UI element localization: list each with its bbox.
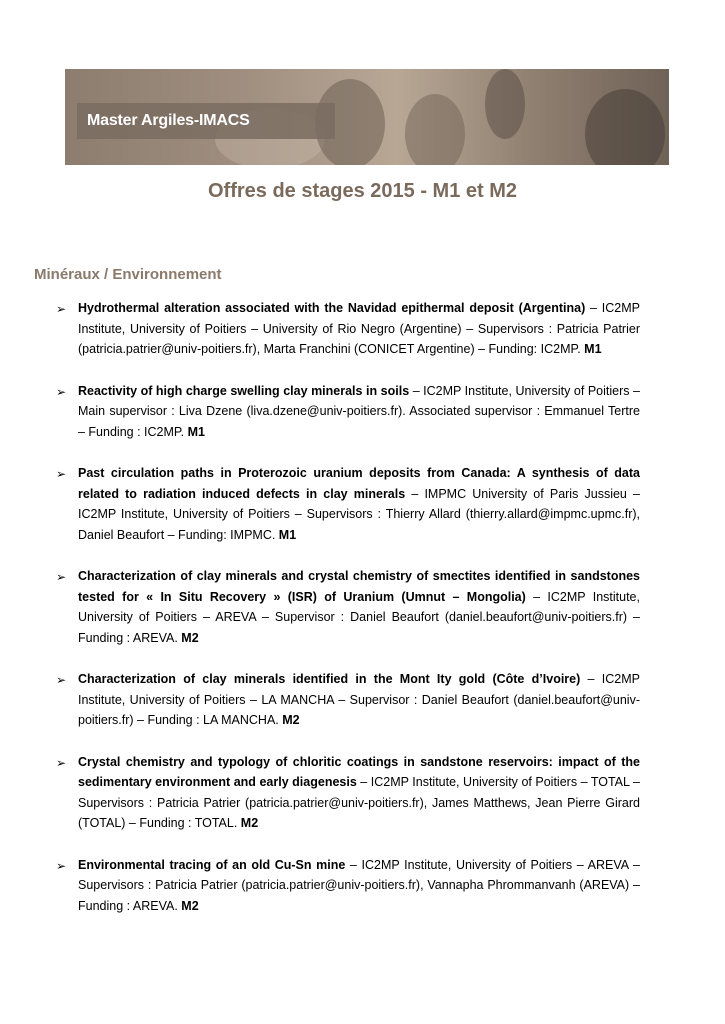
arrow-bullet-icon: ➢ bbox=[56, 673, 67, 687]
banner-photo-detail bbox=[405, 94, 465, 165]
offer-details: – IC2MP Institute, University of Poitiers – Main supervisor : Liva Dzene (liva.dzene@univ-poitiers.fr). Associated supervisor : Emmanuel Tertre – Funding : IC2MP. bbox=[78, 383, 640, 439]
banner-photo-detail bbox=[485, 69, 525, 139]
list-item bbox=[56, 463, 640, 545]
list-item bbox=[56, 855, 640, 917]
banner-label: Master Argiles-IMACS bbox=[87, 112, 250, 129]
offer-text bbox=[78, 669, 640, 731]
offer-details: – IC2MP Institute, University of Poitiers – University of Rio Negro (Argentine) – Supervisors : Patricia Patrier (patricia.patrier@univ-poitiers.fr), Marta Franchini (CONICET Argentine) – Funding: IC2MP. bbox=[78, 301, 641, 356]
offer-level: M1 bbox=[584, 342, 602, 356]
offer-title: Characterization of clay minerals identified in the Mont Ity gold (Côte d’Ivoire) bbox=[78, 672, 581, 686]
offer-level: M2 bbox=[181, 898, 199, 913]
offer-title: Characterization of clay minerals and crystal chemistry of smectites identified in sandstones tested for « In Situ Recovery » (ISR) of Uranium (Umnut – Mongolia) bbox=[78, 569, 640, 604]
offer-details: – IC2MP Institute, University of Poitiers – AREVA – Supervisors : Patricia Patrier (patricia.patrier@univ-poitiers.fr), Vannapha Phrommanvanh (AREVA) – Funding : AREVA. bbox=[78, 857, 640, 913]
offer-level: M2 bbox=[240, 816, 259, 830]
offer-details: – IC2MP Institute, University of Poitiers – AREVA – Supervisor : Daniel Beaufort (daniel.beaufort@univ-poitiers.fr) – Funding : AREVA. bbox=[78, 589, 640, 645]
offer-title: Reactivity of high charge swelling clay minerals in soils bbox=[78, 383, 410, 398]
offer-details: – IC2MP Institute, University of Poitiers – TOTAL – Supervisors : Patricia Patrier (patricia.patrier@univ-poitiers.fr), James Matthews, Jean Pierre Girard (TOTAL) – Funding : TOTAL. bbox=[78, 775, 640, 830]
list-item bbox=[56, 381, 640, 443]
arrow-bullet-icon: ➢ bbox=[56, 302, 67, 316]
arrow-bullet-icon: ➢ bbox=[56, 570, 67, 584]
list-item bbox=[56, 752, 640, 834]
banner-photo-detail bbox=[585, 89, 665, 165]
offer-text bbox=[78, 298, 640, 360]
arrow-bullet-icon: ➢ bbox=[56, 467, 67, 481]
offer-text bbox=[78, 855, 640, 917]
offers-list bbox=[56, 298, 640, 937]
offer-title: Environmental tracing of an old Cu-Sn mine bbox=[78, 857, 346, 872]
offer-level: M1 bbox=[187, 424, 205, 439]
arrow-bullet-icon: ➢ bbox=[56, 755, 67, 770]
offer-level: M1 bbox=[278, 527, 297, 542]
offer-title: Hydrothermal alteration associated with the Navidad epithermal deposit (Argentina) bbox=[78, 301, 586, 315]
header-banner bbox=[65, 69, 669, 165]
list-item bbox=[56, 566, 640, 648]
arrow-bullet-icon: ➢ bbox=[56, 384, 67, 399]
section-heading: Minéraux / Environnement bbox=[34, 266, 222, 283]
offer-title: Past circulation paths in Proterozoic uranium deposits from Canada: A synthesis of data related to radiation induced defects in clay minerals bbox=[78, 466, 640, 501]
offer-text bbox=[78, 752, 640, 834]
list-item bbox=[56, 298, 640, 360]
offer-text bbox=[78, 566, 640, 648]
page-title: Offres de stages 2015 - M1 et M2 bbox=[207, 180, 517, 202]
offer-level: M2 bbox=[282, 713, 300, 727]
offer-title: Crystal chemistry and typology of chloritic coatings in sandstone reservoirs: impact of the sedimentary environment and early diagenesis bbox=[78, 754, 640, 789]
arrow-bullet-icon: ➢ bbox=[56, 858, 67, 873]
offer-details: – IMPMC University of Paris Jussieu – IC2MP Institute, University of Poitiers – Supervisors : Thierry Allard (thierry.allard@impmc.upmc.fr), Daniel Beaufort – Funding: IMPMC. bbox=[78, 486, 640, 542]
offer-text bbox=[78, 381, 640, 443]
offer-details: – IC2MP Institute, University of Poitiers – LA MANCHA – Supervisor : Daniel Beaufort (daniel.beaufort@univ-poitiers.fr) – Funding : LA MANCHA. bbox=[78, 672, 640, 727]
offer-level: M2 bbox=[181, 630, 199, 645]
list-item bbox=[56, 669, 640, 731]
offer-text bbox=[78, 463, 640, 545]
